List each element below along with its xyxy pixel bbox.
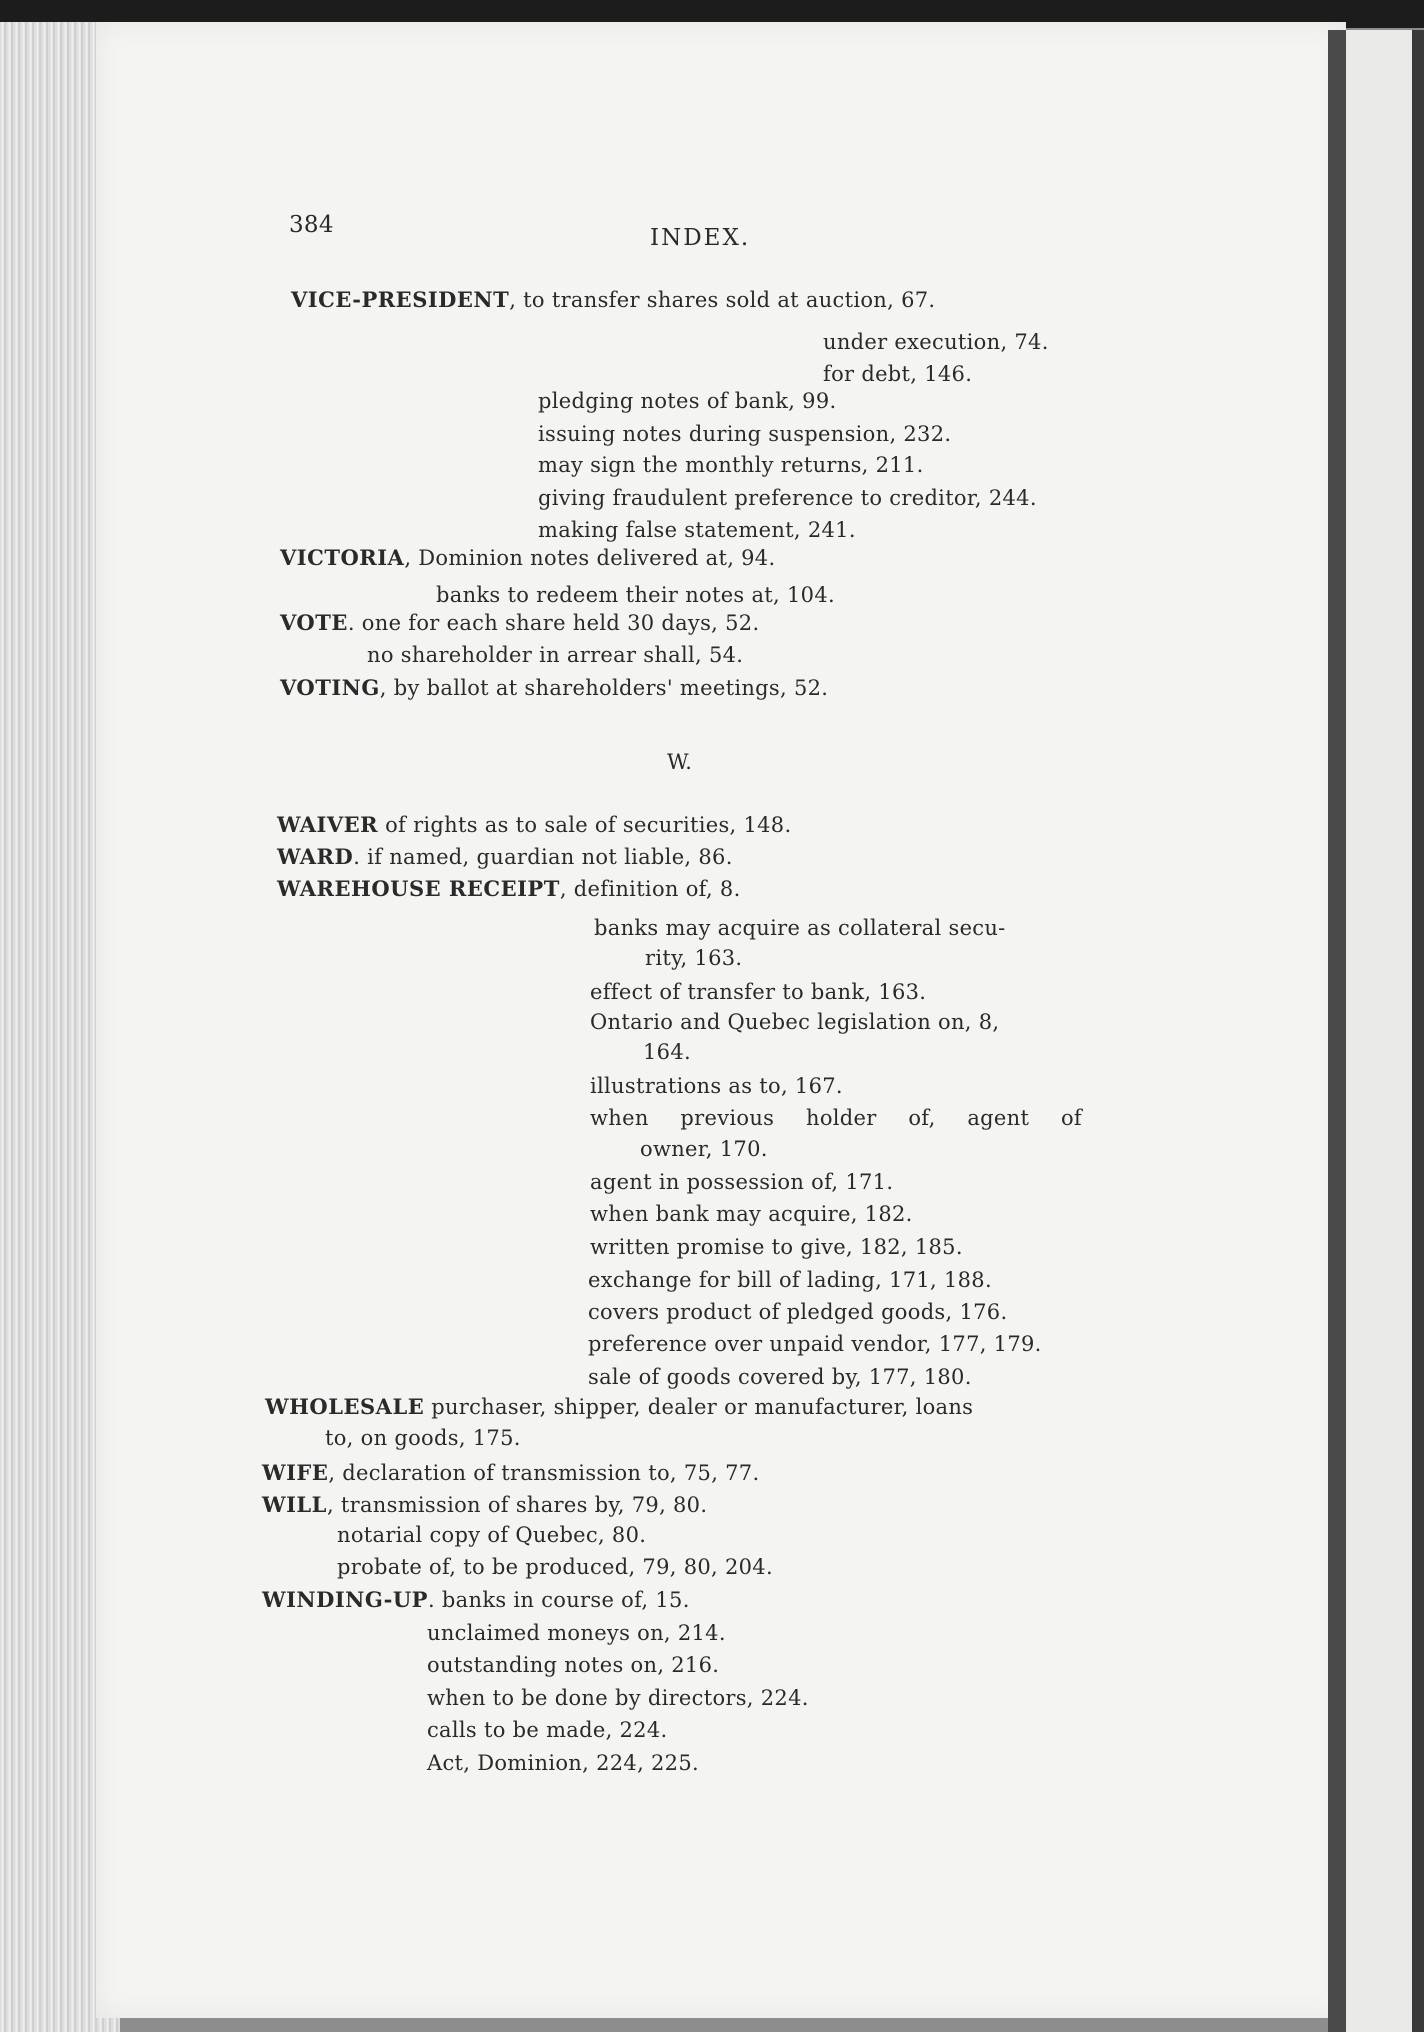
- entry-text: , to transfer shares sold at auction, 67.: [509, 288, 936, 312]
- index-entry-winding-up: [262, 1587, 690, 1612]
- headword: WAREHOUSE RECEIPT: [277, 876, 560, 901]
- headword: VOTING: [280, 675, 380, 700]
- entry-text: , by ballot at shareholders' meetings, 52.: [379, 676, 829, 700]
- word: previous: [680, 1106, 775, 1130]
- sub-entry: banks may acquire as collateral secu-: [594, 916, 1006, 940]
- sub-entry: making false statement, 241.: [538, 518, 856, 542]
- entry-text: , declaration of transmission to, 75, 77.: [328, 1461, 760, 1485]
- headword: WAIVER: [277, 812, 379, 837]
- index-entry-waiver: [277, 812, 791, 837]
- sub-entry-justified: [590, 1106, 1082, 1130]
- index-entry-voting: [280, 675, 828, 700]
- page-number: 384: [289, 212, 334, 238]
- sub-entry: outstanding notes on, 216.: [427, 1653, 720, 1677]
- sub-entry: calls to be made, 224.: [427, 1718, 668, 1742]
- sub-entry: may sign the monthly returns, 211.: [538, 453, 924, 477]
- section-letter: W.: [667, 750, 693, 774]
- index-entry-victoria: [280, 545, 775, 570]
- sub-entry: Act, Dominion, 224, 225.: [427, 1751, 699, 1775]
- headword: WIFE: [262, 1460, 329, 1485]
- headword: WILL: [262, 1492, 327, 1517]
- entry-text: , Dominion notes delivered at, 94.: [404, 546, 776, 570]
- headword: WARD: [277, 844, 354, 869]
- sub-entry: under execution, 74.: [823, 330, 1049, 354]
- index-entry-warehouse-receipt: [277, 876, 741, 901]
- index-entry-vote: [280, 610, 759, 635]
- sub-entry: banks to redeem their notes at, 104.: [436, 583, 835, 607]
- headword: VICE-PRESIDENT: [291, 287, 510, 312]
- sub-entry: covers product of pledged goods, 176.: [588, 1300, 1008, 1324]
- sub-entry: preference over unpaid vendor, 177, 179.: [588, 1332, 1042, 1356]
- sub-entry: exchange for bill of lading, 171, 188.: [588, 1268, 992, 1292]
- entry-text: of rights as to sale of securities, 148.: [378, 813, 792, 837]
- sub-entry: for debt, 146.: [823, 362, 973, 386]
- sub-entry: no shareholder in arrear shall, 54.: [367, 643, 744, 667]
- entry-text: . one for each share held 30 days, 52.: [347, 611, 760, 635]
- word: when: [590, 1106, 649, 1130]
- sub-entry: illustrations as to, 167.: [590, 1074, 843, 1098]
- index-entry-vice-president: [291, 287, 935, 312]
- word: holder: [806, 1106, 877, 1130]
- word: agent: [967, 1106, 1030, 1130]
- sub-entry: when bank may acquire, 182.: [590, 1202, 913, 1226]
- entry-text: . banks in course of, 15.: [427, 1588, 690, 1612]
- sub-entry: written promise to give, 182, 185.: [590, 1235, 963, 1259]
- sub-entry: sale of goods covered by, 177, 180.: [588, 1365, 972, 1389]
- entry-text: , definition of, 8.: [559, 877, 741, 901]
- sub-entry-continuation: 164.: [643, 1040, 691, 1064]
- sub-entry-continuation: owner, 170.: [640, 1137, 768, 1161]
- index-entry-wife: [262, 1460, 759, 1485]
- entry-text: . if named, guardian not liable, 86.: [353, 845, 733, 869]
- headword: WHOLESALE: [265, 1394, 425, 1419]
- entry-continuation: to, on goods, 175.: [325, 1426, 521, 1450]
- word: of: [1060, 1106, 1082, 1130]
- sub-entry-continuation: rity, 163.: [645, 946, 743, 970]
- sub-entry: notarial copy of Quebec, 80.: [337, 1523, 647, 1547]
- headword: VICTORIA: [280, 545, 405, 570]
- sub-entry: unclaimed moneys on, 214.: [427, 1621, 726, 1645]
- entry-text: purchaser, shipper, dealer or manufacturer, loans: [424, 1395, 974, 1419]
- sub-entry: pledging notes of bank, 99.: [538, 389, 837, 413]
- word: of,: [908, 1106, 936, 1130]
- entry-text: , transmission of shares by, 79, 80.: [326, 1493, 708, 1517]
- sub-entry: when to be done by directors, 224.: [427, 1686, 809, 1710]
- sub-entry: probate of, to be produced, 79, 80, 204.: [337, 1555, 773, 1579]
- sub-entry: Ontario and Quebec legislation on, 8,: [590, 1010, 1000, 1034]
- index-entry-ward: [277, 844, 733, 869]
- book-spine-shadow: [1328, 30, 1346, 2032]
- index-entry-wholesale: [265, 1394, 973, 1419]
- running-title: INDEX.: [650, 225, 751, 251]
- sub-entry: issuing notes during suspension, 232.: [538, 422, 952, 446]
- sub-entry: giving fraudulent preference to creditor, 244.: [538, 486, 1037, 510]
- adjacent-page-edge: [1412, 30, 1424, 2032]
- headword: WINDING-UP: [262, 1587, 428, 1612]
- headword: VOTE: [280, 610, 348, 635]
- index-entry-will: [262, 1492, 707, 1517]
- sub-entry: effect of transfer to bank, 163.: [590, 980, 927, 1004]
- sub-entry: agent in possession of, 171.: [590, 1170, 894, 1194]
